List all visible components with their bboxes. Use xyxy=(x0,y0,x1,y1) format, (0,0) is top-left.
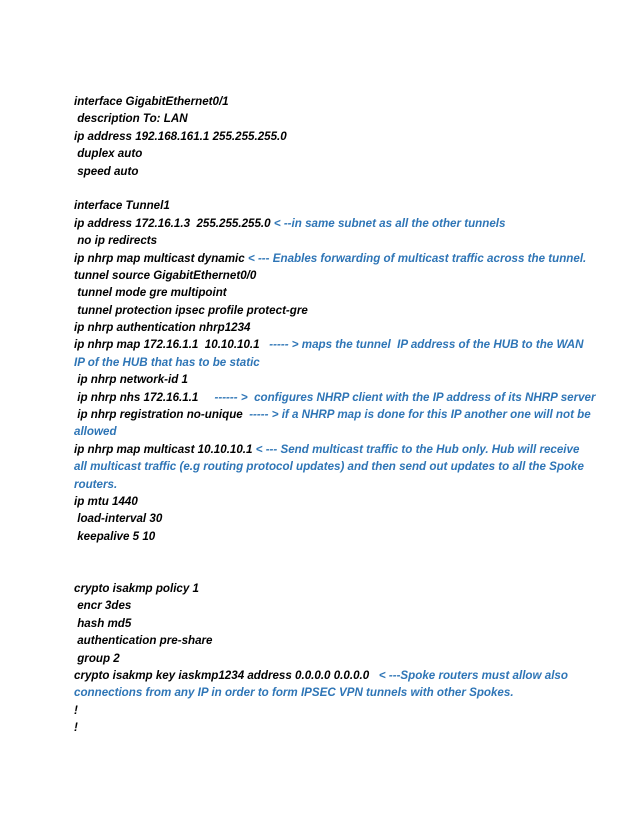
config-comment: < --- Enables forwarding of multicast traffic across the tunnel. xyxy=(247,251,587,265)
config-comment: allowed xyxy=(74,425,117,439)
config-comment: < --- Send multicast traffic to the Hub only. Hub will receive xyxy=(255,442,580,456)
config-code: ! xyxy=(74,721,78,735)
config-line xyxy=(74,302,574,319)
config-line xyxy=(74,684,574,701)
config-line xyxy=(74,128,574,145)
config-code: description To: LAN xyxy=(74,112,188,126)
config-code: ip nhrp nhs 172.16.1.1 xyxy=(74,390,215,404)
config-code: ip address 192.168.161.1 255.255.255.0 xyxy=(74,129,287,143)
config-line xyxy=(74,528,574,545)
config-line xyxy=(74,93,574,110)
config-code: group 2 xyxy=(74,651,120,665)
config-line xyxy=(74,597,574,614)
config-comment: < --in same subnet as all the other tunnels xyxy=(273,216,506,230)
config-line xyxy=(74,389,596,406)
config-line xyxy=(74,493,574,510)
config-listing xyxy=(74,93,596,736)
config-comment: ----- > maps the tunnel IP address of the HUB to the WAN xyxy=(269,338,584,352)
config-code: duplex auto xyxy=(74,147,143,161)
config-code: speed auto xyxy=(74,164,139,178)
config-code: keepalive 5 10 xyxy=(74,529,156,543)
config-comment: ------ > configures NHRP client with the IP address of its NHRP server xyxy=(214,390,596,404)
config-code: ip nhrp registration no-unique xyxy=(74,408,250,422)
config-line xyxy=(74,423,574,440)
config-code: tunnel mode gre multipoint xyxy=(74,286,227,300)
config-comment: connections from any IP in order to form IPSEC VPN tunnels with other Spokes. xyxy=(74,686,514,700)
config-line xyxy=(74,371,574,388)
config-code: ip nhrp authentication nhrp1234 xyxy=(74,321,251,335)
config-comment: all multicast traffic (e.g routing protocol updates) and then send out updates to all the Spoke xyxy=(74,460,584,474)
config-code: ! xyxy=(74,703,78,717)
config-line xyxy=(74,632,574,649)
config-code: interface GigabitEthernet0/1 xyxy=(74,95,229,108)
config-line xyxy=(74,650,574,667)
config-code: crypto isakmp policy 1 xyxy=(74,581,200,595)
config-line xyxy=(74,163,574,180)
config-code: interface Tunnel1 xyxy=(74,199,170,213)
config-line xyxy=(74,284,574,301)
config-comment: routers. xyxy=(74,477,118,491)
config-code: tunnel protection ipsec profile protect-gre xyxy=(74,303,308,317)
config-code: ip address 172.16.1.3 255.255.255.0 xyxy=(74,216,274,230)
config-line xyxy=(74,354,574,371)
config-code: ip nhrp network-id 1 xyxy=(74,373,189,387)
config-line xyxy=(74,215,574,232)
config-line xyxy=(74,458,584,475)
config-code: hash md5 xyxy=(74,616,132,630)
config-code: load-interval 30 xyxy=(74,512,163,526)
config-code: authentication pre-share xyxy=(74,634,213,648)
config-line xyxy=(74,250,587,267)
config-line xyxy=(74,441,580,458)
config-line xyxy=(74,197,574,214)
config-line xyxy=(74,267,574,284)
config-line xyxy=(74,615,574,632)
config-line xyxy=(74,476,574,493)
config-line xyxy=(74,110,574,127)
config-line xyxy=(74,563,574,580)
config-code: ip nhrp map 172.16.1.1 10.10.10.1 xyxy=(74,338,270,352)
config-line xyxy=(74,232,574,249)
config-line xyxy=(74,406,591,423)
config-line xyxy=(74,319,574,336)
config-line xyxy=(74,180,574,197)
config-comment: < ---Spoke routers must allow also xyxy=(378,668,568,682)
config-code: no ip redirects xyxy=(74,234,158,248)
config-line xyxy=(74,667,574,684)
config-line xyxy=(74,545,574,562)
config-line xyxy=(74,719,574,736)
config-comment: IP of the HUB that has to be static xyxy=(74,355,260,369)
config-line xyxy=(74,702,574,719)
config-code: encr 3des xyxy=(74,599,132,613)
config-line xyxy=(74,510,574,527)
config-line xyxy=(74,145,574,162)
config-comment: ----- > if a NHRP map is done for this IP another one will not be xyxy=(249,408,591,422)
config-code: ip mtu 1440 xyxy=(74,494,138,508)
config-line xyxy=(74,336,584,353)
config-line xyxy=(74,580,574,597)
config-code: crypto isakmp key iaskmp1234 address 0.0.0.0 0.0.0.0 xyxy=(74,668,379,682)
config-code: ip nhrp map multicast dynamic xyxy=(74,251,248,265)
config-code: ip nhrp map multicast 10.10.10.1 xyxy=(74,442,256,456)
config-code: tunnel source GigabitEthernet0/0 xyxy=(74,268,257,282)
